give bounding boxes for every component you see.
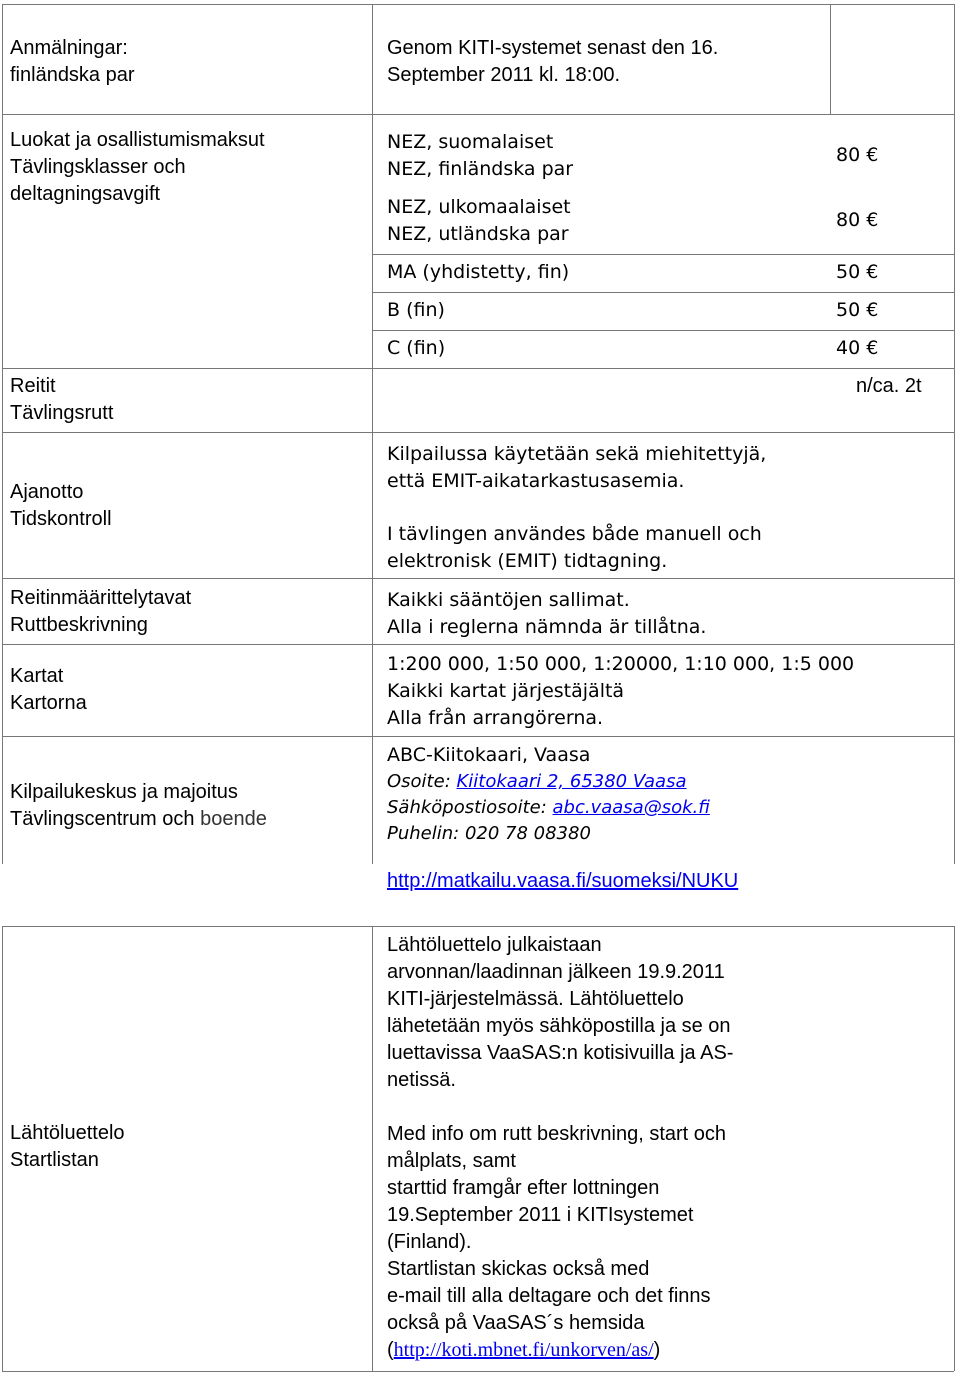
startlist-link-line bbox=[387, 1337, 660, 1364]
table-border-left bbox=[2, 4, 3, 864]
table-border-top bbox=[2, 4, 954, 5]
startlist-fi-line: KITI-järjestelmässä. Lähtöluettelo bbox=[387, 988, 684, 1010]
timing-label-sv: Tidskontroll bbox=[10, 508, 112, 530]
maps-label-sv: Kartorna bbox=[10, 692, 87, 714]
maps-sv: Alla från arrangörerna. bbox=[387, 707, 604, 729]
table2-border-left bbox=[2, 926, 3, 1371]
startlist-label-fi: Lähtöluettelo bbox=[10, 1122, 125, 1144]
startlist-fi-line: netissä. bbox=[387, 1069, 456, 1091]
routes-label-fi: Reitit bbox=[10, 375, 56, 397]
classes-label-sv-1: Tävlingsklasser och bbox=[10, 156, 186, 178]
column-divider-2 bbox=[830, 4, 831, 114]
table-border-right bbox=[954, 4, 955, 864]
class-c: C (fin) bbox=[387, 337, 446, 359]
startlist-sv-line: Med info om rutt beskrivning, start och bbox=[387, 1123, 727, 1145]
maps-scales: 1:200 000, 1:50 000, 1:20000, 1:10 000, 1:5 000 bbox=[387, 653, 855, 675]
startlist-sv-line: starttid framgår efter lottningen bbox=[387, 1177, 660, 1199]
registration-label-fi: Anmälningar: bbox=[10, 37, 128, 59]
centre-email-label: Sähköpostiosoite: bbox=[387, 797, 553, 818]
route-methods-divider bbox=[2, 578, 954, 579]
centre-address-link[interactable]: Kiitokaari 2, 65380 Vaasa bbox=[456, 771, 687, 792]
maps-fi: Kaikki kartat järjestäjältä bbox=[387, 680, 625, 702]
table2-border-right bbox=[954, 926, 955, 1371]
class-divider-2 bbox=[372, 292, 954, 293]
centre-web bbox=[387, 868, 738, 895]
timing-divider bbox=[2, 432, 954, 433]
routes-value: n/ca. 2t bbox=[856, 375, 922, 397]
route-methods-label-fi: Reitinmäärittelytavat bbox=[10, 587, 192, 609]
classes-label-sv-2: deltagningsavgift bbox=[10, 183, 161, 205]
startlist-sv-line: e-mail till alla deltagare och det finns bbox=[387, 1285, 711, 1307]
maps-divider bbox=[2, 644, 954, 645]
centre-divider bbox=[2, 736, 954, 737]
class-ma: MA (yhdistetty, fin) bbox=[387, 261, 570, 283]
startlist-fi-line: Lähtöluettelo julkaistaan bbox=[387, 934, 602, 956]
timing-label-fi: Ajanotto bbox=[10, 481, 84, 503]
class-divider-3 bbox=[372, 330, 954, 331]
timing-fi-2: että EMIT-aikatarkastusasemia. bbox=[387, 470, 685, 492]
class-b-fee: 50 € bbox=[836, 299, 879, 321]
row-divider bbox=[2, 114, 954, 115]
startlist-link-close: ) bbox=[653, 1339, 661, 1361]
table2-border-bottom bbox=[2, 1371, 954, 1372]
class-nez-foreign-fee: 80 € bbox=[836, 209, 879, 231]
class-b: B (fin) bbox=[387, 299, 445, 321]
centre-label-sv-b: boende bbox=[200, 808, 267, 830]
centre-email bbox=[387, 794, 710, 821]
table2-border-top bbox=[2, 926, 954, 927]
column-divider-1 bbox=[372, 4, 373, 864]
centre-label-sv-a: Tävlingscentrum och bbox=[10, 808, 201, 830]
table2-column-divider bbox=[372, 926, 373, 1371]
centre-address-label: Osoite: bbox=[387, 771, 457, 792]
route-methods-fi: Kaikki sääntöjen sallimat. bbox=[387, 589, 630, 611]
centre-phone: Puhelin: 020 78 08380 bbox=[387, 823, 591, 844]
centre-label-sv bbox=[10, 806, 267, 833]
centre-address bbox=[387, 768, 686, 795]
centre-email-link[interactable]: abc.vaasa@sok.fi bbox=[552, 797, 710, 818]
startlist-label-sv: Startlistan bbox=[10, 1149, 99, 1171]
timing-fi-1: Kilpailussa käytetään sekä miehitettyjä, bbox=[387, 443, 767, 465]
registration-text-2: September 2011 kl. 18:00. bbox=[387, 64, 621, 86]
routes-label-sv: Tävlingsrutt bbox=[10, 402, 114, 424]
startlist-sv-line: 19.September 2011 i KITIsystemet bbox=[387, 1204, 694, 1226]
route-methods-label-sv: Ruttbeskrivning bbox=[10, 614, 148, 636]
timing-sv-2: elektronisk (EMIT) tidtagning. bbox=[387, 550, 668, 572]
startlist-link[interactable]: http://koti.mbnet.fi/unkorven/as/ bbox=[393, 1339, 654, 1361]
startlist-sv-line: också på VaaSAS´s hemsida bbox=[387, 1312, 645, 1334]
routes-divider bbox=[2, 368, 954, 369]
maps-label-fi: Kartat bbox=[10, 665, 64, 687]
route-methods-sv: Alla i reglerna nämnda är tillåtna. bbox=[387, 616, 707, 638]
startlist-sv-line: Startlistan skickas också med bbox=[387, 1258, 650, 1280]
centre-label-fi: Kilpailukeskus ja majoitus bbox=[10, 781, 238, 803]
class-divider-1 bbox=[372, 254, 954, 255]
startlist-fi-line: arvonnan/laadinnan jälkeen 19.9.2011 bbox=[387, 961, 725, 983]
startlist-sv-line: (Finland). bbox=[387, 1231, 472, 1253]
class-ma-fee: 50 € bbox=[836, 261, 879, 283]
classes-label-fi: Luokat ja osallistumismaksut bbox=[10, 129, 265, 151]
timing-sv-1: I tävlingen användes både manuell och bbox=[387, 523, 762, 545]
startlist-link-open: ( bbox=[387, 1339, 394, 1361]
class-nez-fi-2: NEZ, finländska par bbox=[387, 158, 574, 180]
centre-web-link[interactable]: http://matkailu.vaasa.fi/suomeksi/NUKU bbox=[387, 870, 739, 892]
centre-name: ABC-Kiitokaari, Vaasa bbox=[387, 744, 591, 766]
class-nez-foreign-1: NEZ, ulkomaalaiset bbox=[387, 196, 571, 218]
registration-text-1: Genom KITI-systemet senast den 16. bbox=[387, 37, 719, 59]
class-nez-foreign-2: NEZ, utländska par bbox=[387, 223, 569, 245]
class-c-fee: 40 € bbox=[836, 337, 879, 359]
class-nez-fi-1: NEZ, suomalaiset bbox=[387, 131, 554, 153]
startlist-fi-line: lähetetään myös sähköpostilla ja se on bbox=[387, 1015, 731, 1037]
registration-label-sv: finländska par bbox=[10, 64, 135, 86]
startlist-sv-line: målplats, samt bbox=[387, 1150, 516, 1172]
class-nez-fi-fee: 80 € bbox=[836, 144, 879, 166]
startlist-fi-line: luettavissa VaaSAS:n kotisivuilla ja AS- bbox=[387, 1042, 734, 1064]
